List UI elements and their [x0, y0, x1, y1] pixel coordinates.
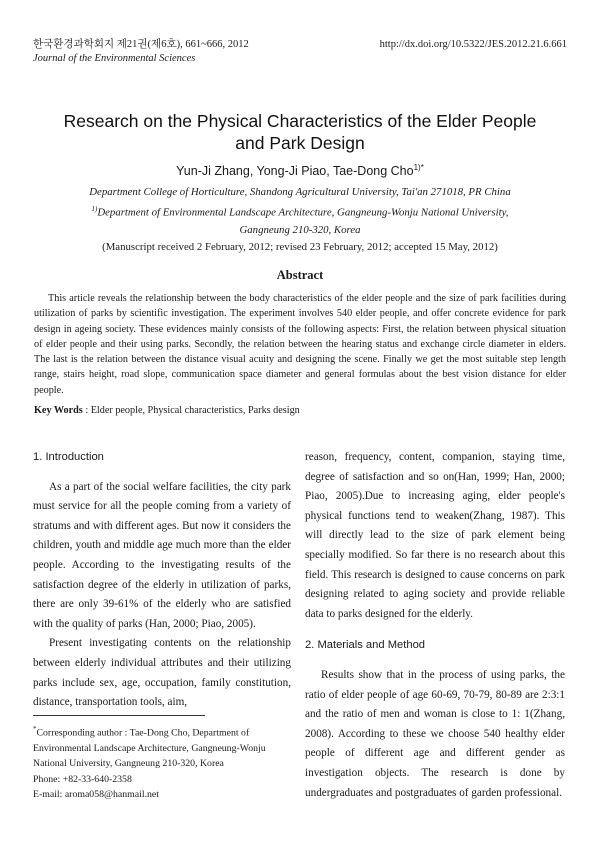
intro-paragraph-1: As a part of the social welfare facilities, the city park must service for all the people coming from a variety of stratums and with different ages. But now it considers the children, youth and middle age much more than the elder people. According to the investigating results of the satisfaction degree of the elderly in utilization of parks, there are only 39-61% of the elderly who are satisfied with the quality of parks (Han, 2000; Piao, 2005).	[33, 480, 291, 630]
doi-link[interactable]: http://dx.doi.org/10.5322/JES.2012.21.6.661	[379, 39, 567, 50]
affiliation-3: Gangneung 210-320, Korea	[239, 223, 361, 236]
section-heading-methods: 2. Materials and Method	[305, 639, 426, 652]
author-list	[40, 163, 560, 178]
journal-name: Journal of the Environmental Sciences	[33, 53, 196, 64]
intro-paragraph-2: Present investigating contents on the relationship between elderly individual attributes and their utilizing parks include sex, age, occupation, family constitution, distance, transportation tools, aim,	[33, 637, 291, 709]
footnote-divider	[33, 715, 205, 716]
corresponding-author-footnote	[33, 722, 293, 803]
right-column	[305, 448, 565, 803]
title-line-1: Research on the Physical Characteristics of the Elder People	[63, 111, 537, 131]
footnote-line-1: Corresponding author : Tae-Dong Cho, Department of	[36, 727, 250, 739]
abstract-heading: Abstract	[276, 268, 324, 282]
footnote-mark: *	[33, 725, 37, 733]
journal-header	[33, 38, 249, 66]
journal-citation: 한국환경과학회지 제21권(제6호), 661~666, 2012	[33, 39, 249, 50]
affiliations	[40, 184, 560, 256]
keywords-text: : Elder people, Physical characteristics, Parks design	[82, 405, 300, 416]
footnote-line-3: National University, Gangneung 210-320, Korea	[33, 758, 224, 770]
author-mark: 1)*	[413, 163, 424, 172]
methods-paragraph-1: Results show that in the process of using parks, the ratio of elder people of age 60-69, 70-79, 80-89 are 2:3:1 and the ratio of men and woman is close to 1: 1(Zhang, 2008). According to these we choose 540 healthy elder people of different age and different gender as investigation objects. The research is done by undergraduates and postgraduates of garden professional.	[305, 668, 565, 799]
affiliation-mark: 1)	[91, 205, 98, 213]
manuscript-dates: (Manuscript received 2 February, 2012; revised 23 February, 2012; accepted 15 May, 2012)	[102, 240, 498, 253]
keywords-label: Key Words	[34, 405, 83, 416]
keywords	[34, 405, 566, 416]
title-line-2: and Park Design	[235, 133, 365, 153]
author-names: Yun-Ji Zhang, Yong-Ji Piao, Tae-Dong Cho	[176, 164, 414, 179]
intro-paragraph-2-continued: reason, frequency, content, companion, staying time, degree of satisfaction and so on(Han, 1999; Han, 2000; Piao, 2005).Due to increasing aging, elder people's physical functions tend to weaken(Zhang, 1987). This will directly lead to the size of park element being specially modified. So far there is no research about this field. This research is designed to cause concerns on park designing related to aging society and provide reliable data to parks designed for the elderly.	[305, 451, 565, 620]
affiliation-2: Department of Environmental Landscape Architecture, Gangneung-Wonju National University,	[97, 206, 509, 219]
footnote-line-2: Environmental Landscape Architecture, Gangneung-Wonju	[33, 742, 266, 754]
paper-title	[40, 110, 560, 154]
footnote-email[interactable]: E-mail: aroma058@hanmail.net	[33, 789, 160, 801]
left-column	[33, 448, 291, 713]
footnote-phone: Phone: +82-33-640-2358	[33, 773, 132, 785]
affiliation-1: Department College of Horticulture, Shandong Agricultural University, Tai'an 271018, PR China	[89, 186, 511, 198]
abstract-text: This article reveals the relationship between the body characteristics of the elder people and the size of park facilities during utilization of parks by scientific investigation. The experiment involves 540 elder people, and offer concrete evidence for park design in ageing society. These evidences mainly consists of the following aspects: First, the relation between physical situation of elder people and their using parks. Secondly, the relation between the hearing status and exchange circle diameter in elders. The last is the relation between the distance visual acuity and designing the scene. Finally we get the most suitable step length range, stairs height, road slope, communication space diameter and general formulas about the best vision distance for elder people.	[34, 293, 566, 396]
section-heading-introduction: 1. Introduction	[33, 451, 104, 463]
